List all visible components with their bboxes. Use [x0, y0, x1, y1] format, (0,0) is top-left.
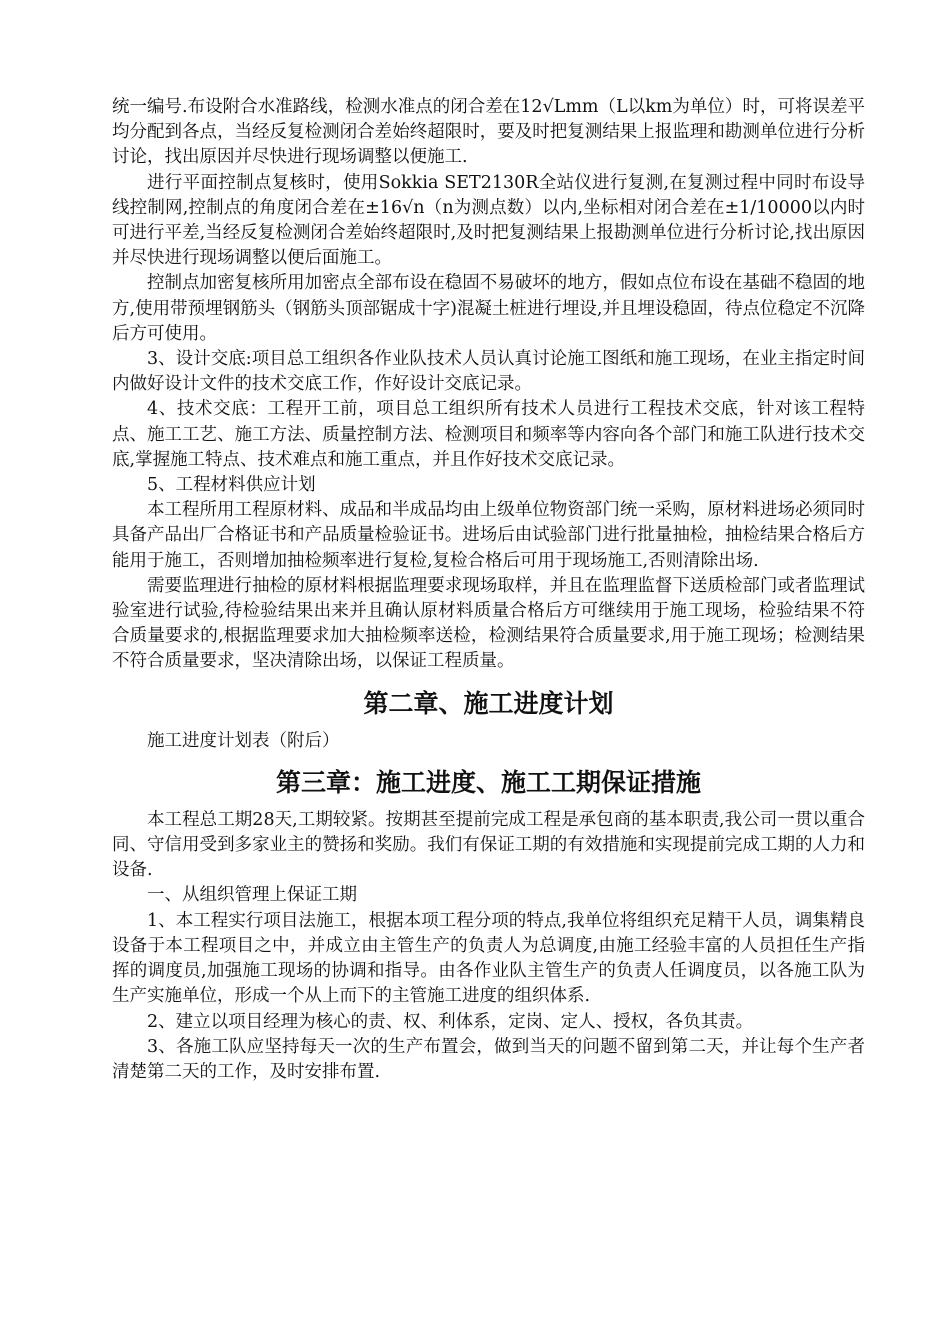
- chapter-3-title: 第三章：施工进度、施工工期保证措施: [275, 767, 701, 797]
- paragraph-schedule-table-note: 施工进度计划表（附后）: [147, 730, 340, 751]
- paragraph-design-briefing: 3、设计交底:项目总工组织各作业队技术人员认真讨论施工图纸和施工现场，在业主指定时间内做好设计文件的技术交底工作，作好设计交底记录。: [112, 349, 865, 395]
- chapter-2-title: 第二章、施工进度计划: [363, 688, 614, 718]
- paragraph-daily-meeting: 3、各施工队应坚持每天一次的生产布置会，做到当天的问题不留到第二天，并让每个生产者清楚第二天的工作，及时安排布置.: [112, 1036, 865, 1082]
- paragraph-tech-briefing: 4、技术交底：工程开工前，项目总工组织所有技术人员进行工程技术交底，针对该工程特点、施工工艺、施工方法、质量控制方法、检测项目和频率等内容向各个部门和施工队进行技术交底,掌握施工特点、技术难点和施工重点，并且作好技术交底记录。: [112, 399, 865, 470]
- paragraph-leveling-route: 统一编号.布设附合水准路线，检测水准点的闭合差在12√Lmm（L以km为单位）时，可将误差平均分配到各点，当经反复检测闭合差始终超限时，要及时把复测结果上报监理和勘测单位进行分析讨论，找出原因并尽快进行现场调整以便施工.: [112, 97, 865, 168]
- paragraph-org-management-heading: 一、从组织管理上保证工期: [147, 885, 357, 906]
- paragraph-supervision-sampling: 需要监理进行抽检的原材料根据监理要求现场取样，并且在监理监督下送质检部门或者监理试验室进行试验,待检验结果出来并且确认原材料质量合格后方可继续用于施工现场，检验结果不符合质量要求的,根据监理要求加大抽检频率送检，检测结果符合质量要求,用于施工现场；检测结果不符合质量要求，坚决清除出场，以保证工程质量。: [112, 575, 865, 672]
- paragraph-material-plan-heading: 5、工程材料供应计划: [147, 475, 316, 496]
- paragraph-total-duration: 本工程总工期28天,工期较紧。按期甚至提前完成工程是承包商的基本职责,我公司一贯以重合同、守信用受到多家业主的赞扬和奖励。我们有保证工期的有效措施和实现提前完成工期的人力和设备.: [112, 809, 865, 881]
- paragraph-material-procurement: 本工程所用工程原材料、成品和半成品均由上级单位物资部门统一采购，原材料进场必须同时具备产品出厂合格证书和产品质量检验证书。进场后由试验部门进行批量抽检，抽检结果合格后方能用于施工，否则增加抽检频率进行复检,复检合格后可用于现场施工,否则清除出场.: [112, 500, 865, 571]
- paragraph-control-densify: 控制点加密复核所用加密点全部布设在稳固不易破坏的地方，假如点位布设在基础不稳固的地方,使用带预埋钢筋头（钢筋头顶部锯成十字)混凝土桩进行埋设,并且埋设稳固，待点位稳定不沉降后方可使用。: [112, 273, 865, 344]
- paragraph-plane-control: 进行平面控制点复核时，使用Sokkia SET2130R全站仪进行复测,在复测过程中同时布设导线控制网,控制点的角度闭合差在±16√n（n为测点数）以内,坐标相对闭合差在±1/10000以内时可进行平差,当经反复检测闭合差始终超限时,及时把复测结果上报勘测单位进行分析讨论,找出原因并尽快进行现场调整以便后面施工。: [112, 172, 865, 269]
- paragraph-project-method: 1、本工程实行项目法施工，根据本项工程分项的特点,我单位将组织充足精干人员，调集精良设备于本工程项目之中，并成立由主管生产的负责人为总调度,由施工经验丰富的人员担任生产指挥的调度员,加强施工现场的协调和指导。由各作业队主管生产的负责人任调度员，以各施工队为生产实施单位，形成一个从上而下的主管施工进度的组织体系.: [112, 910, 865, 1007]
- paragraph-responsibility-system: 2、建立以项目经理为核心的责、权、利体系，定岗、定人、授权，各负其责。: [147, 1011, 754, 1032]
